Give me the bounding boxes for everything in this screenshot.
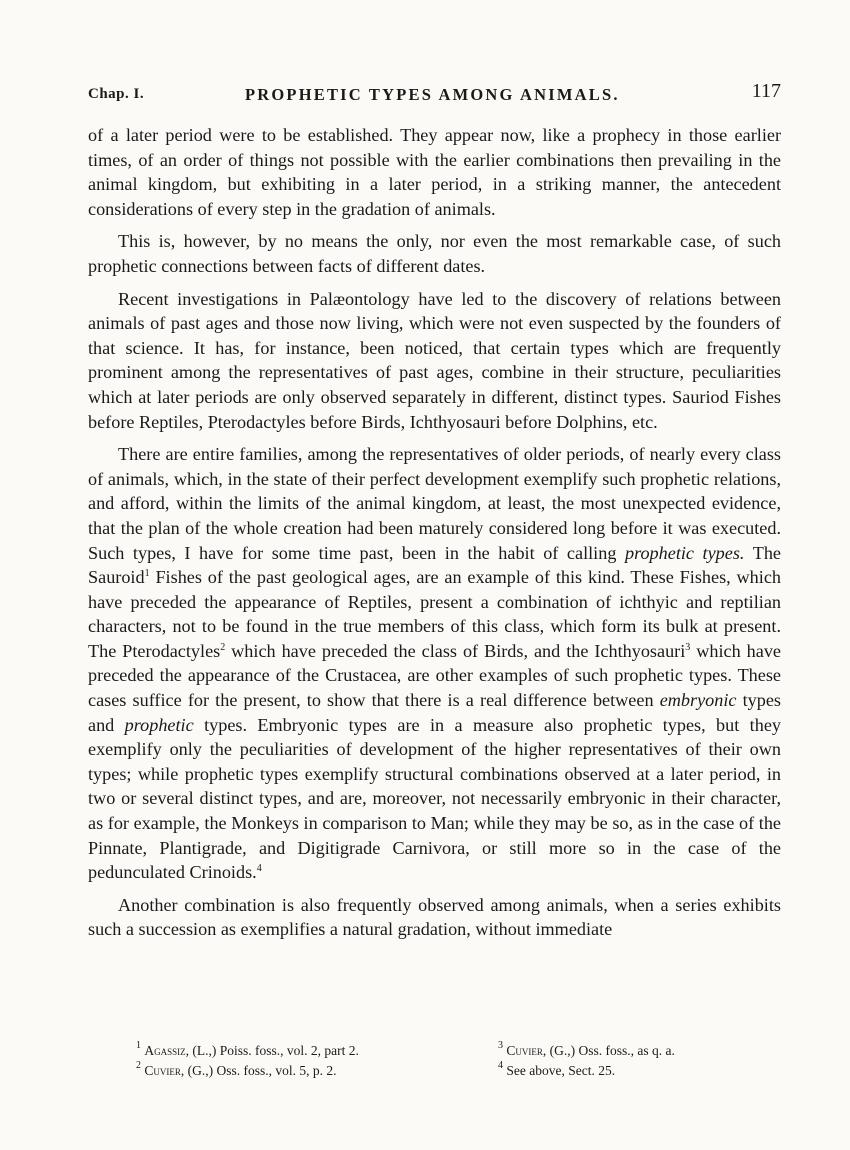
footnote-ref: 3 (685, 641, 691, 653)
text-run: which have preceded the class of Birds, and the Ichthyosauri (225, 640, 686, 661)
footnotes-right-column (498, 1040, 675, 1083)
text-run: Recent investigations in Palæontology have led to the discovery of relations between animals of past ages and those now living, which were not even suspected by the founders of that science. It has, for instance, been noticed, that certain types which are frequently prominent among the representatives of past ages, combine in their structure, peculiarities which at later periods are only observed separately in different, distinct types. Sauriod Fishes before Reptiles, Pterodactyles before Birds, Ichthyosauri before Dolphins, etc. (88, 288, 781, 432)
body-text (88, 123, 781, 942)
footnote (136, 1060, 359, 1083)
paragraph (88, 123, 781, 221)
footnote-reference: (G.,) Oss. foss., as q. a. (546, 1043, 675, 1058)
footnote-ref: 1 (144, 568, 150, 580)
text-run: types and (88, 690, 781, 735)
footnote-ref: 2 (220, 641, 226, 653)
text-run: of a later period were to be established. They appear now, like a prophecy in those earlier times, of an order of things not possible with the earlier combinations then prevailing in the animal kingdom, but exhibiting in a later period, in a striking manner, the antecedent considerations of every step in the gradation of animals. (88, 125, 781, 219)
footnote-mark: 4 (498, 1060, 503, 1071)
footnote-ref: 4 (256, 863, 262, 875)
footnote-author: Agassiz, (144, 1043, 190, 1058)
text-run: There are entire families, among the representatives of older periods, of nearly every class of animals, which, in the state of their perfect development exemplify such prophetic relations, and afford, within the limits of the animal kingdom, at least, the most unexpected evidence, that the plan of the whole creation had been maturely considered long before it was executed. Such types, I have for some time past, been in the habit of calling (88, 444, 781, 563)
text-run: Fishes of the past geological ages, are an example of this kind. These Fishes, which have preceded the appearance of Reptiles, present a combination of ichthyic and reptilian characters, not to be found in the true members of this class, which form its bulk at present. The Pterodactyles (88, 567, 781, 661)
text-run: This is, however, by no means the only, nor even the most remarkable case, of such prophetic connections between facts of different dates. (88, 231, 781, 276)
italic-term: prophetic types. (624, 542, 745, 563)
footnote-mark: 2 (136, 1060, 141, 1071)
footnote (498, 1060, 675, 1083)
paragraph (88, 442, 781, 885)
paragraph (88, 893, 781, 942)
paragraph (88, 287, 781, 435)
footnote-reference: See above, Sect. 25. (506, 1063, 616, 1078)
footnote-author: Cuvier, (144, 1063, 185, 1078)
footnote (498, 1040, 675, 1063)
book-page (88, 78, 781, 950)
running-title: PROPHETIC TYPES AMONG ANIMALS. (245, 85, 620, 104)
text-run: types. Embryonic types are in a measure also prophetic types, but they exemplify only the peculiarities of development of the higher representatives of their own types; while prophetic types exemplify structural combinations observed at a later period, in two or several distinct types, and are, moreover, not necessarily embryonic in their character, as for example, the Monkeys in comparison to Man; while they may be so, as in the case of the Pinnate, Plantigrade, and Digitigrade Carnivora, or still more so in the case of the pedunculated Crinoids. (88, 714, 781, 883)
text-run: Another combination is also frequently observed among animals, when a series exhibits such a succession as exemplifies a natural gradation, without immediate (88, 894, 781, 940)
footnotes-left-column (136, 1040, 359, 1083)
running-header (88, 78, 781, 108)
chapter-label: Chap. I. (88, 86, 145, 102)
italic-term: embryonic (659, 690, 737, 711)
italic-term: prophetic (124, 714, 194, 735)
footnote-mark: 1 (136, 1040, 141, 1051)
paragraph (88, 229, 781, 278)
footnote-mark: 3 (498, 1040, 503, 1051)
page-number: 117 (751, 80, 781, 102)
text-run: The Sauroid (88, 542, 781, 588)
footnote (136, 1040, 359, 1063)
footnote-reference: (L.,) Poiss. foss., vol. 2, part 2. (189, 1043, 359, 1058)
footnote-reference: (G.,) Oss. foss., vol. 5, p. 2. (184, 1063, 337, 1078)
text-run: which have preceded the appearance of the Crustacea, are other examples of such prophetic types. These cases suffice for the present, to show that there is a real difference between (88, 640, 781, 711)
footnote-author: Cuvier, (506, 1043, 547, 1058)
